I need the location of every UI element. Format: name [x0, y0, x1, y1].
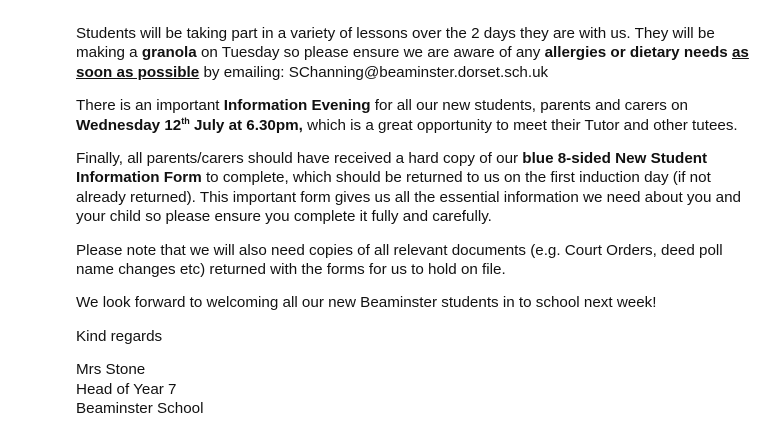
paragraph-lessons	[76, 24, 756, 82]
event-date: Wednesday 12th July at 6.30pm,	[76, 115, 303, 134]
text-line: Wednesday 12th July at 6.30pm, which is a great opportunity to meet their Tutor and other tutees.	[76, 115, 738, 134]
signature-name: Mrs Stone	[76, 361, 146, 379]
signature-role: Head of Year 7	[76, 380, 177, 398]
text-line: making a granola on Tuesday so please ensure we are aware of any allergies or dietary needs as	[76, 44, 749, 62]
asap-emphasis: as	[731, 44, 749, 62]
text-line: There is an important Information Evening for all our new students, parents and carers on	[76, 97, 688, 115]
allergies-emphasis: allergies or dietary needs	[544, 44, 728, 62]
text-line: Information Form to complete, which should be returned to us on the first induction day (if not	[76, 169, 711, 187]
paragraph-documents	[76, 241, 756, 280]
text-line: We look forward to welcoming all our new Beaminster students in to school next week!	[76, 294, 657, 312]
email-text: by emailing: SChanning@beaminster.dorset.sch.uk	[199, 63, 549, 81]
closing-regards: Kind regards	[76, 327, 163, 345]
asap-emphasis-cont: soon as possible	[76, 63, 200, 81]
form-emphasis-cont: Information Form	[76, 169, 202, 187]
granola-emphasis: granola	[141, 44, 197, 62]
paragraph-welcome	[76, 293, 756, 312]
text-line: Finally, all parents/carers should have received a hard copy of our blue 8-sided New Student	[76, 150, 708, 168]
text-line: your child so please ensure you complete it fully and carefully.	[76, 208, 492, 226]
signature-school: Beaminster School	[76, 400, 204, 418]
event-emphasis: Information Evening	[223, 97, 371, 115]
paragraph-info-evening	[76, 96, 756, 135]
text-line	[76, 63, 756, 82]
letter-body	[76, 24, 756, 433]
text-line: Students will be taking part in a variety of lessons over the 2 days they are with us. They will be	[76, 25, 715, 42]
text-line: name changes etc) returned with the forms for us to hold on file.	[76, 261, 506, 279]
paragraph-form	[76, 149, 756, 227]
text-line: already returned). This important form gives us all the essential information we need about you and	[76, 188, 741, 206]
form-emphasis: blue 8-sided New Student	[522, 150, 708, 168]
signature-block	[76, 360, 756, 418]
text-line: Please note that we will also need copies of all relevant documents (e.g. Court Orders, deed poll	[76, 241, 723, 259]
